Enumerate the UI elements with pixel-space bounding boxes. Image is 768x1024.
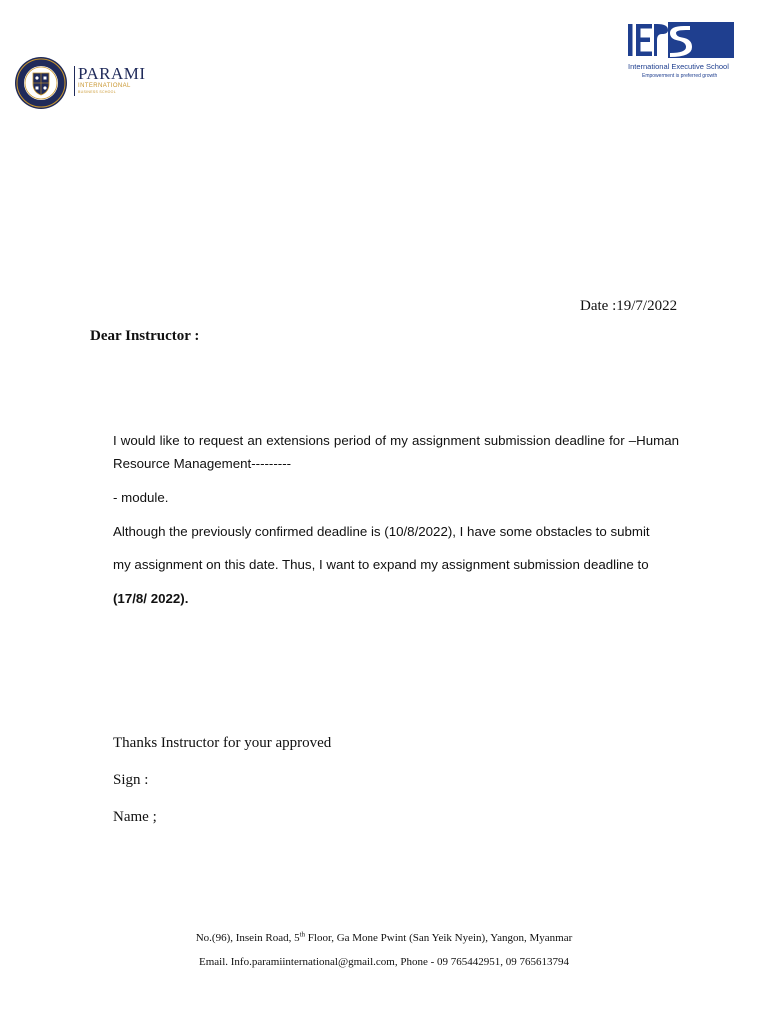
- name-label: Name ;: [113, 809, 157, 825]
- salutation: Dear Instructor :: [90, 328, 200, 344]
- footer-address: [0, 932, 768, 944]
- closing-thanks: Thanks Instructor for your approved: [113, 735, 332, 751]
- parami-subtitle: INTERNATIONAL: [78, 83, 131, 89]
- paragraph-extension: my assignment on this date. Thus, I want to expand my assignment submission deadline to: [113, 557, 649, 572]
- ies-logo: [626, 22, 738, 84]
- paragraph-module: - module.: [113, 490, 169, 505]
- parami-seal-icon: [14, 56, 68, 110]
- footer-address-sup: th: [299, 930, 306, 939]
- letter-date: Date :19/7/2022: [580, 298, 678, 314]
- paragraph-new-date: (17/8/ 2022).: [113, 591, 189, 606]
- ies-mark-icon: [626, 22, 734, 58]
- footer-address-end: Floor, Ga Mone Pwint (San Yeik Nyein), Yangon, Myanmar: [305, 932, 573, 944]
- parami-name: PARAMI: [78, 64, 146, 83]
- ies-name: International Executive School: [628, 62, 729, 71]
- parami-tagline: BUSINESS SCHOOL: [78, 90, 116, 94]
- paragraph-request: I would like to request an extensions period of my assignment submission deadline for –Human Resource Management---------: [113, 433, 679, 471]
- footer-address-start: No.(96), Insein Road, 5: [195, 932, 300, 944]
- paragraph-deadline: Although the previously confirmed deadline is (10/8/2022), I have some obstacles to submit: [113, 524, 650, 539]
- ies-tagline: Empowerment is preferred growth: [642, 73, 718, 79]
- parami-logo: [14, 56, 154, 112]
- parami-wordmark: [74, 66, 156, 96]
- footer-contact: Email. Info.paramiinternational@gmail.com, Phone - 09 765442951, 09 765613794: [198, 956, 569, 968]
- sign-label: Sign :: [113, 772, 149, 788]
